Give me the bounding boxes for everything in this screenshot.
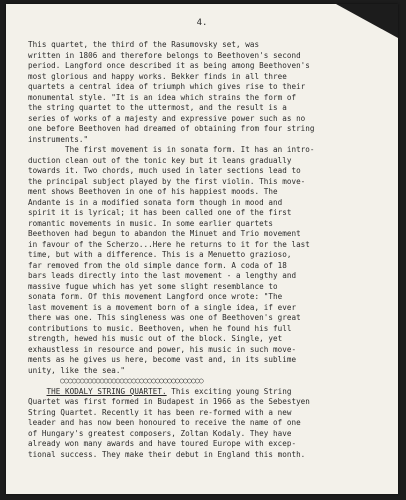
text-line: contributions to music. Beethoven, when he found his full: [28, 323, 292, 333]
text-line: there was one. This singleness was one of Beethoven's great: [28, 313, 301, 322]
kodaly-first-line: [28, 387, 390, 398]
text-line: tional success. They make their debut in England this month.: [28, 449, 306, 459]
text-line: This quartet, the third of the Rasumovsky set, was: [28, 40, 260, 49]
paragraph-rasumovsky-quartet: [28, 40, 390, 145]
document-page: [6, 4, 398, 494]
text-line: unity, like the sea.": [28, 365, 126, 375]
text-line: ment shows Beethoven in one of his happiest moods. The: [28, 187, 278, 196]
text-line: Beethoven had begun to abandon the Minuet and Trio movement: [28, 229, 301, 238]
text-line: Quartet was first formed in Budapest in 1966 as the Sebestyen: [28, 397, 310, 406]
text-line: bars leads directly into the last movement - a lengthy and: [28, 271, 297, 280]
text-line: monumental style. "It is an idea which strains the form of: [28, 92, 297, 102]
paragraph-kodaly-quartet: [28, 397, 390, 460]
text-line: the principal subject played by the first violin. This move-: [28, 176, 306, 186]
text-line: strength, hewed his music out of the block. Single, yet: [28, 334, 283, 343]
text-line: ments as he gives us here, become vast and, in its sublime: [28, 355, 297, 364]
text-line: time, but with a difference. This is a Menuetto grazioso,: [28, 250, 292, 259]
text-line: sonata form. Of this movement Langford once wrote: "The: [28, 292, 283, 301]
text-line: duction clean out of the tonic key but it leans gradually: [28, 155, 292, 165]
text-line: already won many awards and have toured Europe with excep-: [28, 439, 297, 448]
kodaly-heading: THE KODALY STRING QUARTET.: [46, 386, 167, 396]
text-line: written in 1806 and therefore belongs to Beethoven's second: [28, 50, 301, 60]
text-line: the string quartet to the uttermost, and the result is a: [28, 103, 287, 112]
text-line: massive fugue which has yet some slight resemblance to: [28, 281, 278, 291]
text-line: Andante is in a modified sonata form though in mood and: [28, 197, 283, 207]
text-line: spirit it is lyrical; it has been called one of the first: [28, 208, 292, 217]
text-line: far removed from the old simple dance form. A coda of 18: [28, 260, 287, 270]
text-line: String Quartet. Recently it has been re-formed with a new: [28, 407, 292, 417]
body-text: [28, 40, 390, 460]
text-line: period. Langford once described it as being among Beethoven's: [28, 61, 310, 70]
text-line: quartets a central idea of triumph which gives rise to their: [28, 82, 306, 91]
text-line: towards it. Two chords, much used in later sections lead to: [28, 166, 301, 175]
paragraph-first-movement: [28, 145, 390, 376]
text-line: most glorious and happy works. Bekker finds in all three: [28, 71, 287, 81]
text-line: of Hungary's greatest composers, Zoltan Kodaly. They have: [28, 428, 292, 438]
text-line: instruments.": [28, 134, 89, 144]
kodaly-first-line-text: This exciting young String: [166, 386, 292, 396]
text-line: The first movement is in sonata form. It has an intro-: [28, 145, 315, 154]
page-number: 4.: [196, 18, 208, 28]
text-line: in favour of the Scherzo...Here he returns to it for the last: [28, 239, 310, 249]
text-line: last movement is a movement born of a single idea, if ever: [28, 302, 297, 312]
text-line: series of works of a majesty and expressive power such as no: [28, 113, 306, 123]
text-line: exhaustless in resource and power, his music in such move-: [28, 344, 297, 354]
text-line: romantic movements in music. In some earlier quartets: [28, 218, 273, 228]
text-line: leader and has now been honoured to receive the name of one: [28, 418, 301, 427]
kodaly-indent: [28, 387, 47, 396]
separator-line: ○○○○○○○○○○○○○○○○○○○○○○○○○○○○○○○○○○○○: [60, 376, 203, 385]
text-line: one before Beethoven had dreamed of obtaining from four string: [28, 124, 315, 133]
